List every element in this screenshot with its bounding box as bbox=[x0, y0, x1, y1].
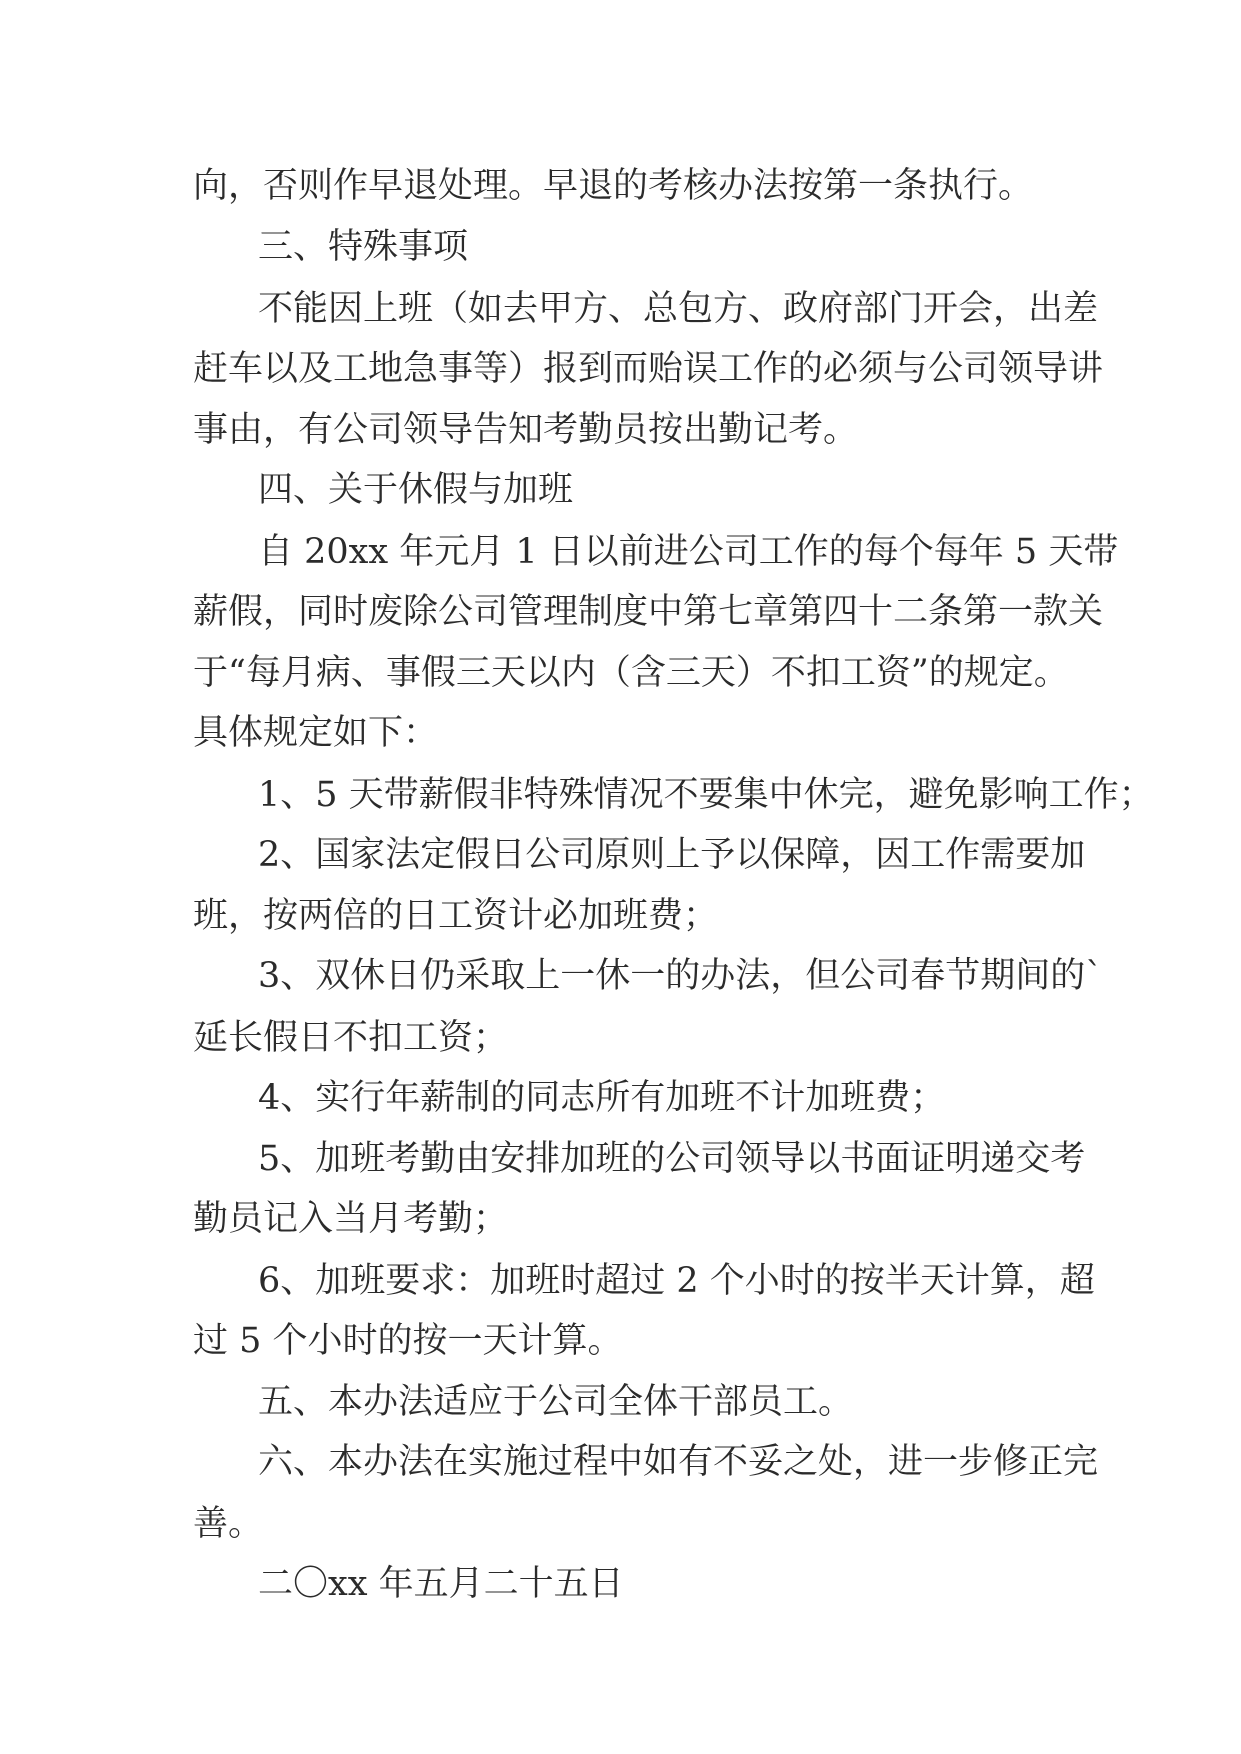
list-item: 1、5 天带薪假非特殊情况不要集中休完，避免影响工作； bbox=[258, 775, 1154, 815]
text-line: 勤员记入当月考勤； bbox=[193, 1199, 509, 1239]
section-heading: 三、特殊事项 bbox=[258, 227, 469, 267]
section-heading: 四、关于休假与加班 bbox=[258, 470, 574, 510]
text-line: 善。 bbox=[193, 1504, 264, 1544]
list-item: 2、国家法定假日公司原则上予以保障，因工作需要加 bbox=[258, 835, 1086, 875]
text-line: 于“每月病、事假三天以内（含三天）不扣工资”的规定。 bbox=[193, 653, 1069, 693]
section-heading: 五、本办法适应于公司全体干部员工。 bbox=[258, 1382, 854, 1422]
text-line: 过 5 个小时的按一天计算。 bbox=[193, 1321, 623, 1361]
text-line: 赶车以及工地急事等）报到而贻误工作的必须与公司领导讲 bbox=[193, 349, 1104, 389]
list-item: 4、实行年薪制的同志所有加班不计加班费； bbox=[258, 1078, 946, 1118]
text-line: 向，否则作早退处理。早退的考核办法按第一条执行。 bbox=[193, 166, 1034, 206]
text-line: 延长假日不扣工资； bbox=[193, 1018, 509, 1058]
document-date: 二〇xx 年五月二十五日 bbox=[258, 1564, 624, 1604]
text-line: 班，按两倍的日工资计必加班费； bbox=[193, 896, 719, 936]
list-item: 5、加班考勤由安排加班的公司领导以书面证明递交考 bbox=[258, 1139, 1086, 1179]
list-item: 3、双休日仍采取上一休一的办法，但公司春节期间的` bbox=[258, 956, 1103, 996]
text-line: 自 20xx 年元月 1 日以前进公司工作的每个每年 5 天带 bbox=[258, 532, 1119, 572]
text-line: 薪假，同时废除公司管理制度中第七章第四十二条第一款关 bbox=[193, 592, 1104, 632]
list-item: 6、加班要求：加班时超过 2 个小时的按半天计算，超 bbox=[258, 1261, 1095, 1301]
text-line: 不能因上班（如去甲方、总包方、政府部门开会，出差 bbox=[258, 289, 1099, 329]
text-line: 事由，有公司领导告知考勤员按出勤记考。 bbox=[193, 410, 859, 450]
text-line: 具体规定如下： bbox=[193, 713, 439, 753]
section-heading: 六、本办法在实施过程中如有不妥之处，进一步修正完 bbox=[258, 1442, 1099, 1482]
